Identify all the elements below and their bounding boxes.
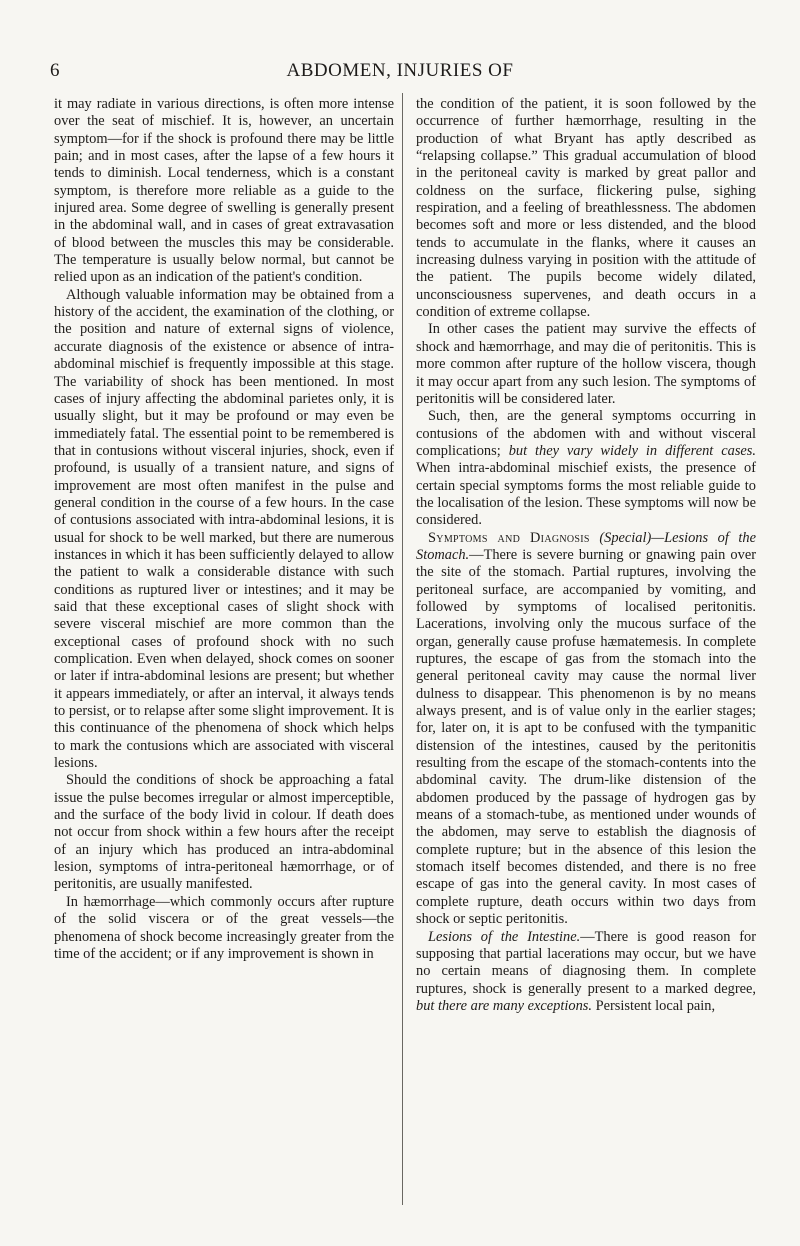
- paragraph: [416, 530, 756, 929]
- paragraph: In other cases the patient may survive the effects of shock and hæmorrhage, and may die of peritonitis. This is more common after rupture of the hollow viscera, though it may occur apart from any such lesion. The symptoms of peritonitis will be considered later.: [416, 321, 756, 407]
- italic-text: (Special): [599, 529, 652, 546]
- subsection-heading: Lesions of the Intestine.: [428, 928, 581, 945]
- text-run: —There is severe burning or gnawing pain over the site of the stomach. Partial ruptures, involving the peritoneal surface, are accompanied by vomiting, and followed by symptoms of localised peritonitis. Lacerations, involving only the mucous surface of the organ, generally cause profuse hæmatemesis. In complete ruptures, the escape of gas from the stomach into the general peritoneal cavity may cause the normal liver dulness to disappear. This phenomenon is by no means always present, and is of value only in the earlier stages; for, later on, it is apt to be confused with the tympanitic distension of the intestines, caused by the peritonitis resulting from the escape of the stomach-contents into the abdominal cavity. The drum-like distension of the abdomen produced by the passage of hydrogen gas by means of a stomach-tube, as mentioned under wounds of the abdomen, may serve to establish the diagnosis of complete rupture; but in the absence of this lesion the stomach itself becomes distended, and there is no free escape of gas into the general cavity. In most cases of complete rupture, death occurs within two days from shock or septic peritonitis.: [416, 546, 756, 928]
- paragraph: [416, 408, 756, 529]
- paragraph: In hæmorrhage—which commonly occurs after rupture of the solid viscera or of the great vessels—the phenomena of shock become increasingly greater from the time of the accident; or if any improvement is shown in: [54, 893, 394, 962]
- running-head: ABDOMEN, INJURIES OF: [286, 60, 514, 81]
- paragraph: it may radiate in various directions, is often more intense over the seat of mischief. It is, however, an uncertain symptom—for if the shock is profound there may be little pain; and in most cases, after the lapse of a few hours it tends to diminish. Local tenderness, which is a constant symptom, is therefore more reliable as a guide to the injured area. Some degree of swelling is generally present in the abdominal wall, and in cases of great extravasation of blood between the muscles this may be considerable. The temperature is usually below normal, but cannot be relied upon as an indication of the patient's condition.: [54, 96, 394, 286]
- page-number: 6: [50, 60, 60, 81]
- paragraph: Although valuable information may be obtained from a history of the accident, the examination of the clothing, or the position and nature of external signs of violence, accurate diagnosis of the existence or absence of intra-abdominal mischief is frequently impossible at this stage. The variability of shock has been mentioned. In most cases of injury affecting the abdominal parietes only, it is usually slight, but it may be profound or may even be immediately fatal. The essential point to be remembered is that in contusions without visceral injuries, shock, even if profound, is usually of a transient nature, and signs of improvement are most often manifest in the pulse and general condition in the course of a few hours. In the case of contusions associated with intra-abdominal lesions, it is usual for shock to be well marked, but there are numerous instances in which it has been sufficiently delayed to allow the patient to walk a considerable distance with such conditions as ruptured liver or intestines; and it may be said that these exceptional cases of slight shock with severe visceral mischief are more common than the exceptional cases of profound shock with no such complication. Even when delayed, shock comes on sooner or later if intra-abdominal lesions are present; but whether it appears immediately, or after an interval, it always tends to persist, or to relapse after some slight improvement. It is this continuance of the phenomena of shock which helps to mark the contusions which are associated with visceral lesions.: [54, 286, 394, 772]
- section-heading: Symptoms and Diagnosis: [428, 529, 590, 546]
- paragraph: the condition of the patient, it is soon followed by the occurrence of further hæmorrhage, resulting in the production of what Bryant has aptly described as “relapsing collapse.” This gradual accumulation of blood in the peritoneal cavity is marked by great pallor and coldness on the surface, flickering pulse, sighing respiration, and a feeling of breathlessness. The abdomen becomes soft and more or less distended, and the blood tends to accumulate in the flanks, where it causes an increasing dulness varying in position with the attitude of the patient. The pupils become widely dilated, unconsciousness supervenes, and death occurs in a condition of extreme collapse.: [416, 96, 756, 321]
- paragraph: [416, 929, 756, 1016]
- page-header: [50, 60, 750, 82]
- right-column: [416, 96, 756, 1015]
- italic-text: but there are many exceptions.: [416, 997, 592, 1014]
- text-run: —There is good reason for supposing that partial lacerations may occur, but we have no certain means of diagnosing them. In complete ruptures, shock is generally present to a marked degree,: [416, 928, 756, 997]
- text-run: Such, then, are the general symptoms occurring in contusions of the abdomen with and without visceral complications;: [416, 408, 756, 459]
- left-column: [54, 96, 394, 963]
- paragraph: Should the conditions of shock be approaching a fatal issue the pulse becomes irregular or almost imperceptible, and the surface of the body livid in colour. If death does not occur from shock within a few hours after the receipt of an injury which has produced an intra-abdominal lesion, symptoms of intra-peritoneal hæmorrhage, or of peritonitis, are usually manifested.: [54, 772, 394, 893]
- column-divider: [402, 93, 403, 1205]
- italic-text: but they vary widely in different cases.: [508, 442, 756, 459]
- subsection-heading: —Lesions of the Stomach.: [416, 529, 756, 563]
- text-run: Persistent local pain,: [595, 997, 716, 1014]
- text-run: When intra-abdominal mischief exists, the presence of certain special symptoms forms the most reliable guide to the localisation of the lesion. These symptoms will now be considered.: [416, 460, 756, 529]
